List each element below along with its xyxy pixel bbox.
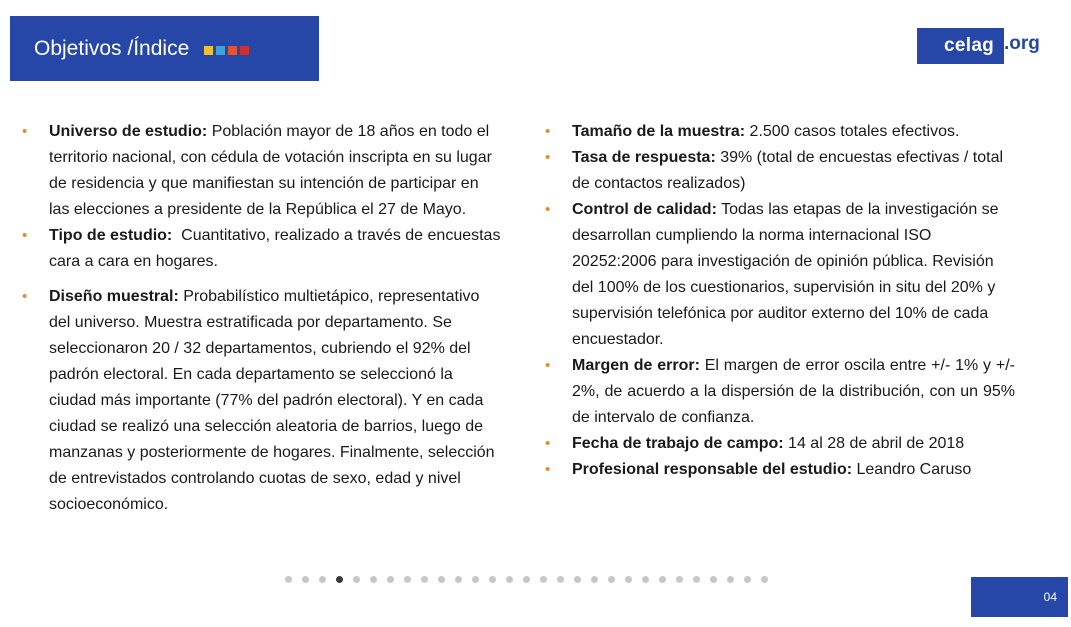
- list-item-universo: [22, 119, 502, 223]
- item-text: Probabilístico multietápico, representativo del universo. Muestra estratificada por departamento. Se seleccionaron 20 / 32 departamentos, cubriendo el 92% del padrón electoral. En cada departamento se seleccionó la ciudad más importante (77% del padrón electoral). Y en cada ciudad se realizó una selección aleatoria de barrios, luego de manzanas y posteriormente de hogares. Finalmente, selección de entrevistados controlando cuotas de sexo, edad y nivel socioeconómico.: [49, 288, 495, 513]
- page-number-box: [971, 577, 1068, 617]
- pagination-dot-active[interactable]: [336, 576, 343, 583]
- pagination-dot[interactable]: [523, 576, 530, 583]
- color-square: [204, 46, 213, 55]
- pagination-dot[interactable]: [489, 576, 496, 583]
- item-term: Control de calidad:: [572, 201, 717, 218]
- item-term: Tasa de respuesta:: [572, 149, 716, 166]
- celag-logo: [917, 28, 1004, 64]
- pagination-dot[interactable]: [285, 576, 292, 583]
- color-square: [240, 46, 249, 55]
- pagination-dot[interactable]: [353, 576, 360, 583]
- item-term: Tamaño de la muestra:: [572, 123, 746, 140]
- pagination-dot[interactable]: [438, 576, 445, 583]
- item-term: Fecha de trabajo de campo:: [572, 435, 784, 452]
- pagination-dot[interactable]: [761, 576, 768, 583]
- pagination-dot[interactable]: [387, 576, 394, 583]
- list-item-tamano: [545, 119, 1015, 145]
- pagination-dot[interactable]: [472, 576, 479, 583]
- item-text: Cuantitativo, realizado a través de encuestas cara a cara en hogares.: [49, 227, 505, 270]
- color-squares-decoration: [204, 46, 252, 55]
- pagination-dot[interactable]: [642, 576, 649, 583]
- pagination-dot[interactable]: [319, 576, 326, 583]
- item-text: 2.500 casos totales efectivos.: [745, 123, 960, 140]
- color-square: [228, 46, 237, 55]
- color-square: [216, 46, 225, 55]
- pagination-dot[interactable]: [693, 576, 700, 583]
- pagination-dot[interactable]: [506, 576, 513, 583]
- pagination-dot[interactable]: [710, 576, 717, 583]
- pagination-dot[interactable]: [370, 576, 377, 583]
- pagination-dot[interactable]: [540, 576, 547, 583]
- pagination-dot[interactable]: [659, 576, 666, 583]
- list-item-diseno: [22, 284, 502, 518]
- item-term: Margen de error:: [572, 357, 700, 374]
- list-item-control: [545, 197, 1015, 353]
- list-item-tasa: [545, 145, 1015, 197]
- item-term: Diseño muestral:: [49, 288, 179, 305]
- pagination-dot[interactable]: [744, 576, 751, 583]
- list-item-margen: [545, 353, 1015, 431]
- pagination-dot[interactable]: [676, 576, 683, 583]
- pagination-dot[interactable]: [625, 576, 632, 583]
- slide-pagination-dots[interactable]: [285, 576, 778, 583]
- left-column-list: [22, 119, 505, 518]
- list-item-fecha: [545, 431, 1015, 457]
- item-term: Tipo de estudio:: [49, 227, 173, 244]
- item-text: Todas las etapas de la investigación se desarrollan cumpliendo la norma internacional ISO 20252:2006 para investigación de opinión pública. Revisión del 100% de los cuestionarios, supervisión in situ del 20% y supervisión telefónica por auditor externo del 10% de cada encuestador.: [572, 201, 999, 348]
- pagination-dot[interactable]: [404, 576, 411, 583]
- list-item-tipo: [22, 223, 505, 275]
- item-text: 14 al 28 de abril de 2018: [783, 435, 965, 452]
- page-number: 04: [1043, 590, 1057, 604]
- right-column-list: [545, 119, 1015, 483]
- logo-main-text: celag: [944, 35, 995, 56]
- pagination-dot[interactable]: [608, 576, 615, 583]
- pagination-dot[interactable]: [302, 576, 309, 583]
- pagination-dot[interactable]: [574, 576, 581, 583]
- pagination-dot[interactable]: [591, 576, 598, 583]
- slide-title: Objetivos /Índice: [34, 36, 190, 60]
- item-term: Universo de estudio:: [49, 123, 208, 140]
- slide-title-banner: [10, 16, 319, 81]
- item-term: Profesional responsable del estudio:: [572, 461, 853, 478]
- item-text: 39% (total de encuestas efectivas / total de contactos realizados): [572, 149, 1004, 192]
- logo-ext-text: .org: [1004, 33, 1040, 54]
- item-text: Población mayor de 18 años en todo el territorio nacional, con cédula de votación inscripta en su lugar de residencia y que manifiestan su intención de participar en las elecciones a presidente de la República el 27 de Mayo.: [49, 123, 492, 218]
- pagination-dot[interactable]: [727, 576, 734, 583]
- list-item-profesional: [545, 457, 1015, 483]
- item-text: Leandro Caruso: [852, 461, 972, 478]
- item-text: El margen de error oscila entre +/- 1% y +/- 2%, de acuerdo a la dispersión de la distribución, con un 95% de intervalo de confianza.: [572, 357, 1016, 426]
- pagination-dot[interactable]: [455, 576, 462, 583]
- pagination-dot[interactable]: [421, 576, 428, 583]
- pagination-dot[interactable]: [557, 576, 564, 583]
